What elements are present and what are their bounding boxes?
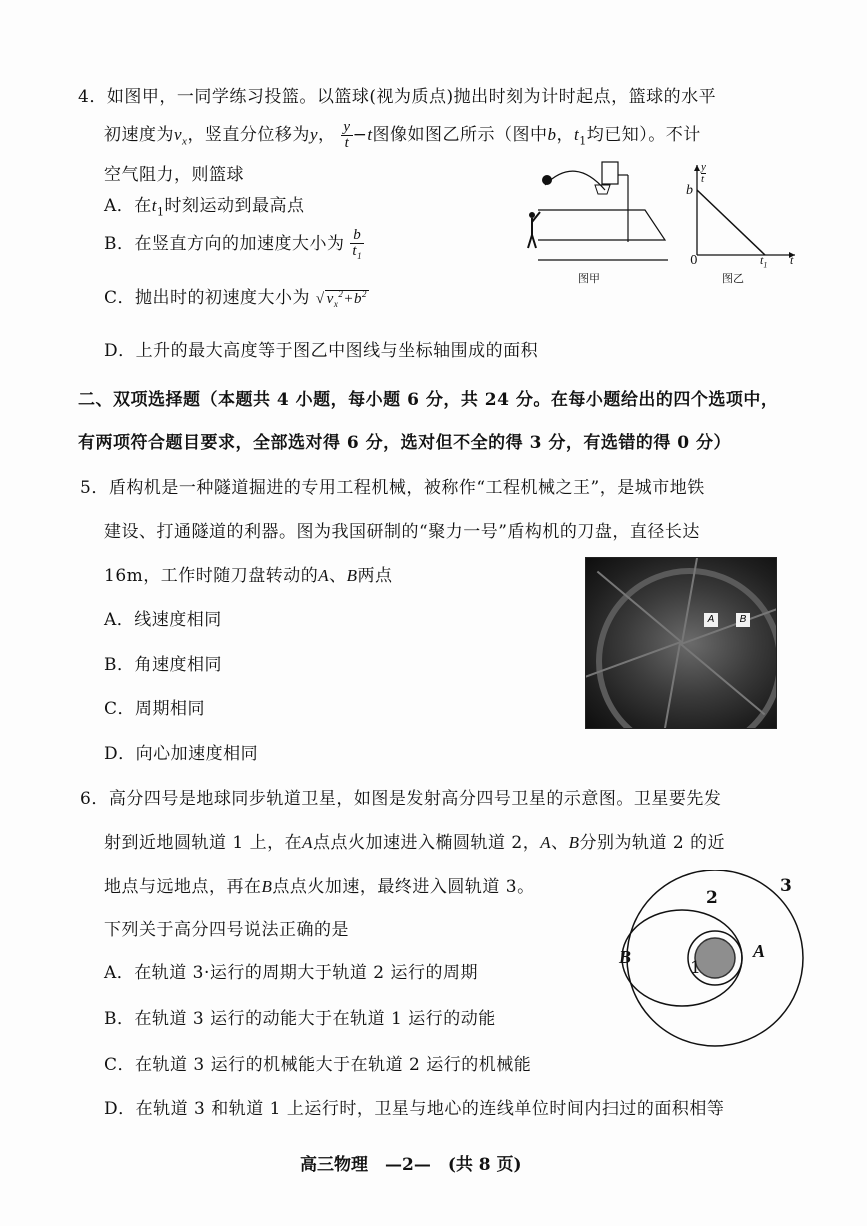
q4-graph-t1-label bbox=[760, 253, 767, 269]
q5-point-a: A bbox=[318, 566, 330, 585]
section2-line-2: 有两项符合题目要求，全部选对得 6 分，选对但不全的得 3 分，有选错的得 0 分） bbox=[78, 433, 731, 453]
q4-text: 均已知）。不计 bbox=[586, 125, 701, 145]
q4-line1-text: 4．如图甲，一同学练习投篮。以篮球(视为质点)抛出时刻为计时起点，篮球的水平 bbox=[78, 87, 717, 107]
graph-t1: t bbox=[760, 253, 764, 267]
q6-option-d: D．在轨道 3 和轨道 1 上运行时，卫星与地心的连线单位时间内扫过的面积相等 bbox=[104, 1099, 725, 1119]
q6-text: 点点火加速，最终进入圆轨道 3。 bbox=[272, 877, 535, 897]
q5-option-d: D．向心加速度相同 bbox=[104, 744, 259, 764]
q4-text: − bbox=[352, 125, 368, 145]
graph-y-den: t bbox=[701, 173, 705, 185]
q4-vx: v bbox=[174, 125, 183, 144]
q4-t: t bbox=[367, 125, 373, 144]
q4-line-3 bbox=[104, 160, 244, 185]
section2-line-1: 二、双项选择题（本题共 4 小题，每小题 6 分，共 24 分。在每小题给出的四个选项中， bbox=[78, 390, 779, 410]
q4-option-d bbox=[104, 336, 538, 361]
opt-text: B．在竖直方向的加速度大小为 bbox=[104, 234, 345, 254]
frac-den-sub: 1 bbox=[357, 251, 363, 261]
q4-figure-jia bbox=[510, 160, 670, 285]
opt-text: D．上升的最大高度等于图乙中图线与坐标轴围成的面积 bbox=[104, 341, 539, 361]
q4-optc-sqrt: √ $v_x^2+b^2$ bbox=[315, 288, 367, 309]
q5-text: 两点 bbox=[357, 566, 393, 586]
q4-line-1 bbox=[78, 82, 716, 107]
q4-text: ，竖直分位移为 bbox=[187, 125, 310, 145]
q4-frac-y-over-t bbox=[341, 120, 352, 151]
opt-sub: 1 bbox=[157, 205, 165, 219]
q4-y: y bbox=[309, 125, 318, 144]
q5-option-a: A．线速度相同 bbox=[104, 610, 222, 630]
opt-t: t bbox=[151, 196, 158, 215]
photo-label-b: B bbox=[736, 613, 750, 627]
q6-line-2 bbox=[104, 828, 725, 853]
opt-text: C．抛出时的初速度大小为 bbox=[104, 288, 311, 308]
q6-option-a: A．在轨道 3·运行的周期大于轨道 2 运行的周期 bbox=[104, 963, 479, 983]
q4-line-2 bbox=[104, 120, 701, 151]
frac-den: t bbox=[344, 135, 350, 151]
q5-text: 16m，工作时随刀盘转动的 bbox=[104, 566, 319, 586]
q4-line3-text: 空气阻力，则篮球 bbox=[104, 165, 244, 185]
basketball-icon bbox=[542, 175, 552, 185]
q6-point-a: A bbox=[302, 833, 314, 852]
page-footer: 高三物理 —2— (共 8 页) bbox=[300, 1155, 522, 1175]
frac-num: b bbox=[350, 228, 364, 244]
q4-graph-y-label bbox=[701, 162, 706, 185]
q4-graph-t-label: t bbox=[790, 253, 794, 267]
orbit-label-3: 3 bbox=[780, 876, 792, 896]
q4-graph-b-label: b bbox=[686, 183, 693, 198]
q6-point-b: B bbox=[568, 833, 580, 852]
q5-option-b: B．角速度相同 bbox=[104, 655, 222, 675]
frac-den-t: t bbox=[352, 243, 358, 259]
q4-optb-frac bbox=[350, 228, 364, 261]
orbit-label-2: 2 bbox=[706, 888, 718, 908]
q4-option-c bbox=[104, 283, 369, 309]
q5-line-2: 建设、打通隧道的利器。图为我国研制的“聚力一号”盾构机的刀盘，直径长达 bbox=[104, 522, 700, 542]
photo-label-a: A bbox=[704, 613, 718, 627]
orbit-label-a: A bbox=[753, 941, 766, 961]
q4-t1: t bbox=[574, 125, 580, 144]
player-figure-icon bbox=[528, 212, 540, 248]
graph-t1-sub: 1 bbox=[763, 260, 768, 270]
opt-text: A．在 bbox=[104, 196, 152, 216]
frac-den bbox=[350, 244, 364, 261]
q4-fig-yi-caption: 图乙 bbox=[722, 272, 744, 285]
q4-graph-origin: 0 bbox=[690, 253, 698, 267]
q6-line-1: 6．高分四号是地球同步轨道卫星，如图是发射高分四号卫星的示意图。卫星要先发 bbox=[80, 789, 722, 809]
q4-vx-sub: x bbox=[182, 135, 188, 148]
q5-line-1: 5．盾构机是一种隧道掘进的专用工程机械，被称作“工程机械之王”，是城市地铁 bbox=[80, 478, 705, 498]
q6-text: 、 bbox=[551, 833, 569, 853]
sqrt-v: v bbox=[326, 290, 334, 307]
graph-y-num: y bbox=[701, 161, 706, 173]
sqrt-b: +b bbox=[343, 290, 362, 307]
q6-text: 射到近地圆轨道 1 上，在 bbox=[104, 833, 303, 853]
orbit-label-1: 1 bbox=[690, 958, 701, 978]
q6-text: 地点与远地点，再在 bbox=[104, 877, 262, 897]
q4-option-a bbox=[104, 191, 305, 218]
court-outline bbox=[538, 210, 665, 240]
opt-text: 时刻运动到最高点 bbox=[164, 196, 305, 216]
q6-line-3 bbox=[104, 872, 535, 897]
earth-icon bbox=[695, 938, 735, 978]
q5-line-3 bbox=[104, 561, 393, 586]
graph-line bbox=[697, 190, 765, 255]
q6-option-b: B．在轨道 3 运行的动能大于在轨道 1 运行的动能 bbox=[104, 1009, 496, 1029]
q6-line-4: 下列关于高分四号说法正确的是 bbox=[104, 920, 349, 940]
q6-option-c: C．在轨道 3 运行的机械能大于在轨道 2 运行的机械能 bbox=[104, 1055, 532, 1075]
frac-num: y bbox=[343, 119, 351, 135]
q4-b: b bbox=[547, 125, 557, 144]
q5-text: 、 bbox=[329, 566, 347, 586]
q4-fig-jia-caption: 图甲 bbox=[578, 272, 600, 285]
q4-option-b bbox=[104, 228, 364, 261]
q5-cutterhead-photo bbox=[585, 557, 777, 729]
player-head-icon bbox=[529, 212, 535, 218]
q5-point-b: B bbox=[346, 566, 358, 585]
q6-point-b: B bbox=[261, 877, 273, 896]
q4-text: 初速度为 bbox=[104, 125, 174, 145]
q6-text: 分别为轨道 2 的近 bbox=[579, 833, 726, 853]
orbit-label-b: B bbox=[619, 947, 632, 967]
q4-text: ， bbox=[556, 125, 575, 145]
q4-text: ， bbox=[317, 125, 336, 145]
q4-text: 图像如图乙所示（图中 bbox=[372, 125, 548, 145]
q5-option-c: C．周期相同 bbox=[104, 699, 206, 719]
q6-point-a: A bbox=[540, 833, 552, 852]
backboard-icon bbox=[602, 162, 618, 184]
q6-text: 点点火加速进入椭圆轨道 2， bbox=[313, 833, 541, 853]
q4-t1-sub: 1 bbox=[579, 134, 587, 148]
